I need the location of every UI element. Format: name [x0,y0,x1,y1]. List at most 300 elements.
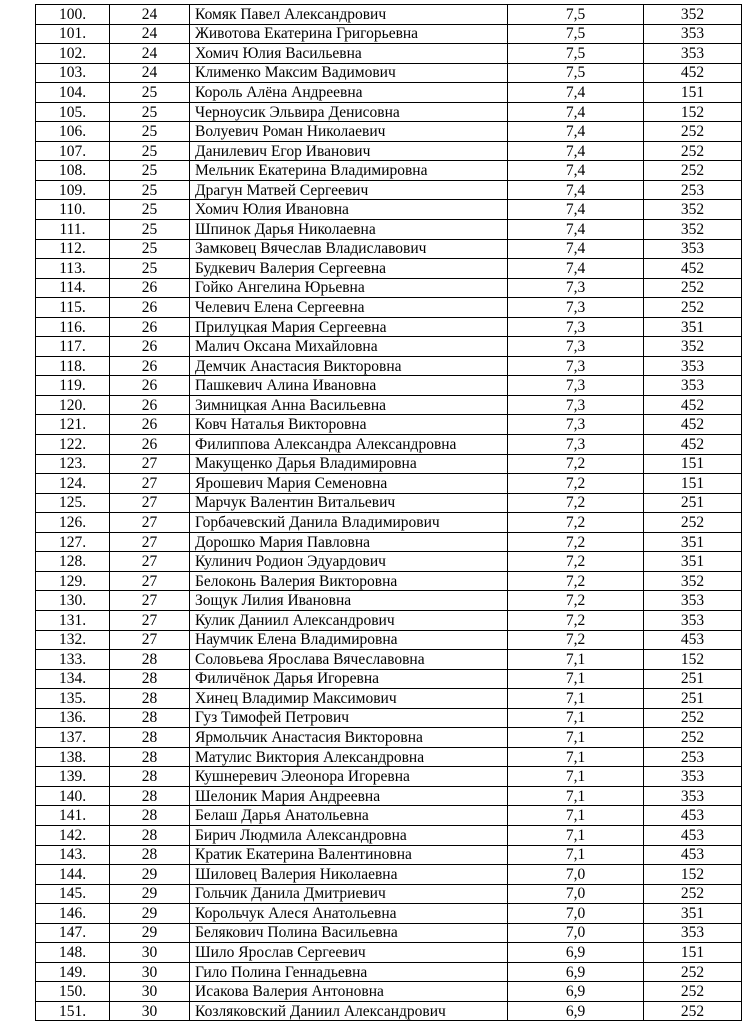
score-cell: 7,1 [508,786,644,806]
row-number-cell: 121. [36,415,110,435]
table-row [36,708,742,728]
row-number-cell: 140. [36,786,110,806]
school-code-cell: 152 [644,865,742,885]
place-cell: 28 [110,747,190,767]
table-row [36,962,742,982]
table-row [36,1001,742,1021]
row-number-cell: 110. [36,200,110,220]
full-name-cell: Данилевич Егор Иванович [190,141,508,161]
table-row [36,571,742,591]
full-name-cell: Шелоник Мария Андреевна [190,786,508,806]
row-number-cell: 123. [36,454,110,474]
table-row [36,474,742,494]
row-number-cell: 134. [36,669,110,689]
place-cell: 28 [110,786,190,806]
place-cell: 28 [110,669,190,689]
table-row [36,884,742,904]
score-cell: 7,1 [508,689,644,709]
full-name-cell: Соловьева Ярослава Вячеславовна [190,650,508,670]
school-code-cell: 252 [644,141,742,161]
table-row [36,650,742,670]
full-name-cell: Демчик Анастасия Викторовна [190,356,508,376]
school-code-cell: 152 [644,102,742,122]
place-cell: 26 [110,376,190,396]
score-cell: 7,3 [508,435,644,455]
table-row [36,356,742,376]
full-name-cell: Хинец Владимир Максимович [190,689,508,709]
place-cell: 24 [110,63,190,83]
table-row [36,865,742,885]
table-row [36,845,742,865]
score-cell: 7,2 [508,513,644,533]
table-row [36,786,742,806]
school-code-cell: 452 [644,435,742,455]
place-cell: 26 [110,278,190,298]
place-cell: 29 [110,923,190,943]
place-cell: 25 [110,239,190,259]
place-cell: 28 [110,689,190,709]
table-row [36,5,742,25]
school-code-cell: 253 [644,747,742,767]
full-name-cell: Гуз Тимофей Петрович [190,708,508,728]
place-cell: 27 [110,493,190,513]
school-code-cell: 252 [644,122,742,142]
full-name-cell: Кулинич Родион Эдуардович [190,552,508,572]
row-number-cell: 126. [36,513,110,533]
full-name-cell: Хомич Юлия Васильевна [190,44,508,64]
table-row [36,44,742,64]
row-number-cell: 128. [36,552,110,572]
place-cell: 25 [110,259,190,279]
place-cell: 29 [110,884,190,904]
place-cell: 30 [110,1001,190,1021]
table-row [36,259,742,279]
place-cell: 27 [110,610,190,630]
school-code-cell: 252 [644,278,742,298]
place-cell: 28 [110,708,190,728]
score-cell: 7,5 [508,24,644,44]
full-name-cell: Ковч Наталья Викторовна [190,415,508,435]
row-number-cell: 112. [36,239,110,259]
row-number-cell: 102. [36,44,110,64]
score-cell: 6,9 [508,982,644,1002]
score-cell: 7,2 [508,532,644,552]
full-name-cell: Горбачевский Данила Владимирович [190,513,508,533]
school-code-cell: 353 [644,24,742,44]
table-row [36,395,742,415]
full-name-cell: Малич Оксана Михайловна [190,337,508,357]
row-number-cell: 150. [36,982,110,1002]
row-number-cell: 111. [36,220,110,240]
school-code-cell: 352 [644,220,742,240]
place-cell: 26 [110,415,190,435]
table-row [36,493,742,513]
row-number-cell: 108. [36,161,110,181]
school-code-cell: 151 [644,474,742,494]
full-name-cell: Филичёнок Дарья Игоревна [190,669,508,689]
school-code-cell: 152 [644,650,742,670]
full-name-cell: Матулис Виктория Александровна [190,747,508,767]
school-code-cell: 352 [644,571,742,591]
full-name-cell: Марчук Валентин Витальевич [190,493,508,513]
table-row [36,532,742,552]
row-number-cell: 151. [36,1001,110,1021]
full-name-cell: Бирич Людмила Александровна [190,825,508,845]
row-number-cell: 141. [36,806,110,826]
row-number-cell: 107. [36,141,110,161]
school-code-cell: 452 [644,395,742,415]
table-row [36,728,742,748]
row-number-cell: 106. [36,122,110,142]
school-code-cell: 453 [644,825,742,845]
school-code-cell: 351 [644,317,742,337]
score-cell: 7,2 [508,493,644,513]
score-cell: 7,1 [508,806,644,826]
school-code-cell: 352 [644,200,742,220]
table-row [36,317,742,337]
score-cell: 7,3 [508,317,644,337]
place-cell: 27 [110,532,190,552]
score-cell: 7,1 [508,825,644,845]
place-cell: 24 [110,5,190,25]
table-row [36,923,742,943]
school-code-cell: 353 [644,767,742,787]
row-number-cell: 149. [36,962,110,982]
row-number-cell: 117. [36,337,110,357]
full-name-cell: Драгун Матвей Сергеевич [190,180,508,200]
table-row [36,122,742,142]
full-name-cell: Дорошко Мария Павловна [190,532,508,552]
full-name-cell: Белоконь Валерия Викторовна [190,571,508,591]
full-name-cell: Черноусик Эльвира Денисовна [190,102,508,122]
score-cell: 7,3 [508,376,644,396]
school-code-cell: 252 [644,161,742,181]
row-number-cell: 142. [36,825,110,845]
school-code-cell: 353 [644,786,742,806]
full-name-cell: Шило Ярослав Сергеевич [190,943,508,963]
table-row [36,376,742,396]
full-name-cell: Замковец Вячеслав Владиславович [190,239,508,259]
score-cell: 7,2 [508,591,644,611]
full-name-cell: Белякович Полина Васильевна [190,923,508,943]
place-cell: 28 [110,650,190,670]
row-number-cell: 136. [36,708,110,728]
place-cell: 26 [110,317,190,337]
school-code-cell: 252 [644,728,742,748]
row-number-cell: 101. [36,24,110,44]
school-code-cell: 351 [644,552,742,572]
score-cell: 7,3 [508,298,644,318]
school-code-cell: 151 [644,943,742,963]
place-cell: 27 [110,591,190,611]
place-cell: 27 [110,552,190,572]
score-cell: 6,9 [508,1001,644,1021]
school-code-cell: 453 [644,845,742,865]
school-code-cell: 452 [644,415,742,435]
table-row [36,239,742,259]
place-cell: 26 [110,337,190,357]
score-cell: 7,0 [508,923,644,943]
score-cell: 7,1 [508,650,644,670]
score-cell: 7,4 [508,161,644,181]
row-number-cell: 135. [36,689,110,709]
table-row [36,180,742,200]
full-name-cell: Зимницкая Анна Васильевна [190,395,508,415]
table-row [36,943,742,963]
place-cell: 28 [110,825,190,845]
full-name-cell: Кушнеревич Элеонора Игоревна [190,767,508,787]
score-cell: 7,2 [508,454,644,474]
table-row [36,102,742,122]
full-name-cell: Будкевич Валерия Сергеевна [190,259,508,279]
full-name-cell: Козляковский Даниил Александрович [190,1001,508,1021]
place-cell: 28 [110,845,190,865]
full-name-cell: Гойко Ангелина Юрьевна [190,278,508,298]
row-number-cell: 137. [36,728,110,748]
table-row [36,337,742,357]
row-number-cell: 119. [36,376,110,396]
place-cell: 28 [110,767,190,787]
school-code-cell: 251 [644,669,742,689]
school-code-cell: 353 [644,44,742,64]
place-cell: 29 [110,904,190,924]
score-cell: 7,3 [508,278,644,298]
results-table [35,4,742,1021]
school-code-cell: 252 [644,982,742,1002]
score-cell: 7,4 [508,180,644,200]
school-code-cell: 151 [644,454,742,474]
full-name-cell: Шиловец Валерия Николаевна [190,865,508,885]
row-number-cell: 113. [36,259,110,279]
place-cell: 27 [110,513,190,533]
table-row [36,825,742,845]
school-code-cell: 252 [644,708,742,728]
school-code-cell: 353 [644,376,742,396]
table-row [36,806,742,826]
school-code-cell: 253 [644,180,742,200]
place-cell: 26 [110,395,190,415]
score-cell: 7,2 [508,571,644,591]
row-number-cell: 132. [36,630,110,650]
row-number-cell: 138. [36,747,110,767]
score-cell: 7,1 [508,669,644,689]
table-row [36,83,742,103]
full-name-cell: Прилуцкая Мария Сергеевна [190,317,508,337]
place-cell: 25 [110,220,190,240]
place-cell: 25 [110,141,190,161]
school-code-cell: 353 [644,923,742,943]
full-name-cell: Шпинок Дарья Николаевна [190,220,508,240]
row-number-cell: 104. [36,83,110,103]
full-name-cell: Ярмольчик Анастасия Викторовна [190,728,508,748]
full-name-cell: Мельник Екатерина Владимировна [190,161,508,181]
score-cell: 7,3 [508,395,644,415]
score-cell: 7,1 [508,845,644,865]
score-cell: 7,1 [508,767,644,787]
score-cell: 7,4 [508,239,644,259]
school-code-cell: 252 [644,298,742,318]
table-row [36,24,742,44]
school-code-cell: 351 [644,904,742,924]
score-cell: 7,3 [508,337,644,357]
row-number-cell: 122. [36,435,110,455]
full-name-cell: Челевич Елена Сергеевна [190,298,508,318]
table-row [36,415,742,435]
table-row [36,220,742,240]
table-row [36,141,742,161]
row-number-cell: 127. [36,532,110,552]
place-cell: 27 [110,474,190,494]
score-cell: 7,3 [508,356,644,376]
score-cell: 7,4 [508,200,644,220]
row-number-cell: 115. [36,298,110,318]
school-code-cell: 252 [644,1001,742,1021]
table-row [36,689,742,709]
place-cell: 27 [110,454,190,474]
place-cell: 30 [110,943,190,963]
table-row [36,63,742,83]
row-number-cell: 148. [36,943,110,963]
full-name-cell: Пашкевич Алина Ивановна [190,376,508,396]
row-number-cell: 139. [36,767,110,787]
full-name-cell: Кулик Даниил Александрович [190,610,508,630]
full-name-cell: Клименко Максим Вадимович [190,63,508,83]
score-cell: 7,3 [508,415,644,435]
table-row [36,513,742,533]
place-cell: 27 [110,630,190,650]
score-cell: 7,4 [508,141,644,161]
place-cell: 26 [110,356,190,376]
place-cell: 25 [110,122,190,142]
row-number-cell: 147. [36,923,110,943]
table-row [36,435,742,455]
place-cell: 27 [110,571,190,591]
score-cell: 7,1 [508,747,644,767]
table-row [36,298,742,318]
table-row [36,200,742,220]
school-code-cell: 151 [644,83,742,103]
school-code-cell: 252 [644,962,742,982]
full-name-cell: Гольчик Данила Дмитриевич [190,884,508,904]
school-code-cell: 353 [644,610,742,630]
place-cell: 25 [110,161,190,181]
full-name-cell: Комяк Павел Александрович [190,5,508,25]
school-code-cell: 352 [644,5,742,25]
table-row [36,610,742,630]
table-row [36,669,742,689]
place-cell: 25 [110,83,190,103]
score-cell: 7,2 [508,610,644,630]
school-code-cell: 352 [644,337,742,357]
school-code-cell: 252 [644,884,742,904]
full-name-cell: Наумчик Елена Владимировна [190,630,508,650]
table-row [36,278,742,298]
score-cell: 7,4 [508,83,644,103]
score-cell: 7,4 [508,102,644,122]
school-code-cell: 453 [644,806,742,826]
row-number-cell: 124. [36,474,110,494]
row-number-cell: 103. [36,63,110,83]
row-number-cell: 114. [36,278,110,298]
full-name-cell: Ярошевич Мария Семеновна [190,474,508,494]
table-row [36,454,742,474]
full-name-cell: Кратик Екатерина Валентиновна [190,845,508,865]
score-cell: 7,1 [508,728,644,748]
school-code-cell: 251 [644,493,742,513]
score-cell: 7,2 [508,552,644,572]
score-cell: 7,2 [508,630,644,650]
table-row [36,630,742,650]
school-code-cell: 353 [644,239,742,259]
score-cell: 7,2 [508,474,644,494]
place-cell: 29 [110,865,190,885]
row-number-cell: 129. [36,571,110,591]
school-code-cell: 452 [644,63,742,83]
full-name-cell: Филиппова Александра Александровна [190,435,508,455]
place-cell: 24 [110,44,190,64]
school-code-cell: 452 [644,259,742,279]
full-name-cell: Гило Полина Геннадьевна [190,962,508,982]
table-row [36,904,742,924]
row-number-cell: 118. [36,356,110,376]
score-cell: 7,4 [508,122,644,142]
results-table-body [36,5,742,1021]
table-row [36,747,742,767]
place-cell: 30 [110,982,190,1002]
table-row [36,982,742,1002]
row-number-cell: 133. [36,650,110,670]
place-cell: 28 [110,806,190,826]
full-name-cell: Король Алёна Андреевна [190,83,508,103]
place-cell: 25 [110,200,190,220]
row-number-cell: 100. [36,5,110,25]
row-number-cell: 144. [36,865,110,885]
school-code-cell: 353 [644,591,742,611]
score-cell: 7,5 [508,63,644,83]
row-number-cell: 143. [36,845,110,865]
score-cell: 7,4 [508,259,644,279]
score-cell: 7,4 [508,220,644,240]
school-code-cell: 453 [644,630,742,650]
table-row [36,552,742,572]
score-cell: 7,0 [508,884,644,904]
score-cell: 7,1 [508,708,644,728]
full-name-cell: Исакова Валерия Антоновна [190,982,508,1002]
place-cell: 25 [110,180,190,200]
full-name-cell: Макущенко Дарья Владимировна [190,454,508,474]
row-number-cell: 120. [36,395,110,415]
school-code-cell: 353 [644,356,742,376]
row-number-cell: 131. [36,610,110,630]
full-name-cell: Животова Екатерина Григорьевна [190,24,508,44]
school-code-cell: 351 [644,532,742,552]
score-cell: 7,5 [508,44,644,64]
full-name-cell: Белаш Дарья Анатольевна [190,806,508,826]
score-cell: 7,0 [508,904,644,924]
score-cell: 6,9 [508,962,644,982]
row-number-cell: 105. [36,102,110,122]
place-cell: 30 [110,962,190,982]
row-number-cell: 145. [36,884,110,904]
table-row [36,161,742,181]
row-number-cell: 109. [36,180,110,200]
school-code-cell: 252 [644,513,742,533]
place-cell: 24 [110,24,190,44]
school-code-cell: 251 [644,689,742,709]
table-row [36,591,742,611]
full-name-cell: Хомич Юлия Ивановна [190,200,508,220]
table-row [36,767,742,787]
